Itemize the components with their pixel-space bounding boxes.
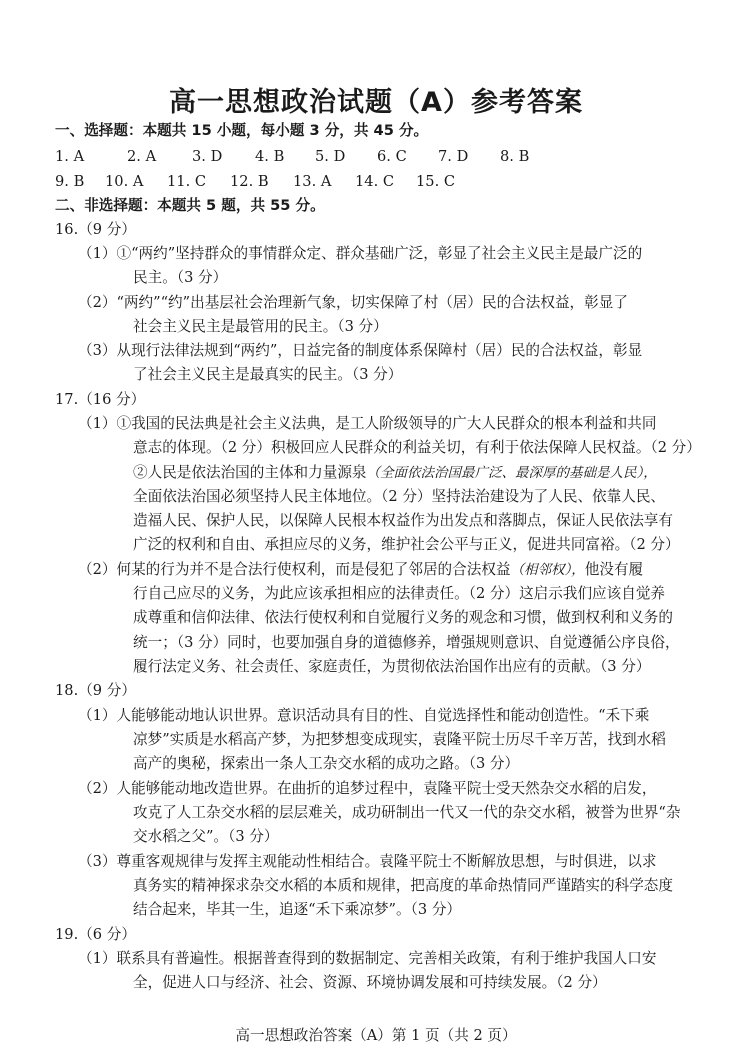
q18-p2-l3: 交水稻之父”。（3 分） xyxy=(133,828,279,845)
answer-14: 14. C xyxy=(355,173,395,190)
q17-p2-handwritten-note: （相邻权）， xyxy=(510,562,585,578)
q17-label: 17.（16 分） xyxy=(55,391,146,408)
q18-p1-l2: 凉梦”实质是水稻高产梦，为把梦想变成现实，袁隆平院士历尽千辛万苦，找到水稻 xyxy=(133,731,666,748)
q16-label: 16.（9 分） xyxy=(55,221,136,238)
q17-p2-l5: 履行法定义务、社会责任、家庭责任，为贯彻依法治国作出应有的贡献。（3 分） xyxy=(133,658,651,675)
q16-p2-l1: （2）“两约”“约”出基层社会治理新气象，切实保障了村（居）民的合法权益，彰显了 xyxy=(78,294,628,311)
q16-p2-l2: 社会主义民主是最管用的民主。（3 分） xyxy=(133,318,388,335)
section-heading-choice: 一、选择题：本题共 15 小题，每小题 3 分，共 45 分。 xyxy=(55,122,429,139)
answer-3: 3. D xyxy=(192,148,223,165)
q17-p1-l3 xyxy=(133,466,657,481)
answer-6: 6. C xyxy=(377,148,407,165)
answer-9: 9. B xyxy=(55,173,85,190)
q18-p3-l3: 结合起来，毕其一生，追逐“禾下乘凉梦”。（3 分） xyxy=(133,901,462,918)
answer-5: 5. D xyxy=(315,148,346,165)
answer-1: 1. A xyxy=(55,148,85,165)
q16-p1-l2: 民主。（3 分） xyxy=(133,269,228,286)
answer-7: 7. D xyxy=(438,148,469,165)
q17-p2-l2: 行自己应尽的义务，为此应该承担相应的法律责任。（2 分）这启示我们应该自觉养 xyxy=(133,585,666,602)
q18-p3-l1: （3）尊重客观规律与发挥主观能动性相结合。袁隆平院士不断解放思想，与时俱进，以求 xyxy=(78,853,657,870)
q17-p1-l6: 广泛的权利和自由、承担应尽的义务，维护社会公平与正义，促进共同富裕。（2 分） xyxy=(133,536,680,553)
q17-p2-l1 xyxy=(78,563,643,578)
q19-p1-l1: （1）联系具有普遍性。根据普查得到的数据制定、完善相关政策，有利于维护我国人口安 xyxy=(78,950,657,967)
answer-4: 4. B xyxy=(255,148,285,165)
answer-12: 12. B xyxy=(230,173,269,190)
q17-p1-handwritten-note: （全面依法治国最广泛、最深厚的基础是人民）， xyxy=(366,465,657,481)
q16-p3-l2: 了社会主义民主是最真实的民主。（3 分） xyxy=(133,366,403,383)
page-title: 高一思想政治试题（A）参考答案 xyxy=(169,87,583,118)
q18-p3-l2: 真务实的精神探求杂交水稻的本质和规律，把高度的革命热情同严谨踏实的科学态度 xyxy=(133,877,673,894)
q18-label: 18.（9 分） xyxy=(55,682,136,699)
answer-15: 15. C xyxy=(416,173,456,190)
answer-2: 2. A xyxy=(127,148,157,165)
q17-p1-l2: 意志的体现。（2 分）积极回应人民群众的利益关切，有利于依法保障人民权益。（2 分） xyxy=(133,439,701,456)
q19-p1-l2: 全，促进人口与经济、社会、资源、环境协调发展和可持续发展。（2 分） xyxy=(133,974,607,991)
q18-p1-l1: （1）人能够能动地认识世界。意识活动具有目的性、自觉选择性和能动创造性。“禾下乘 xyxy=(78,707,650,724)
q18-p2-l2: 攻克了人工杂交水稻的层层难关，成功研制出一代又一代的杂交水稻，被誉为世界“杂 xyxy=(133,804,681,821)
answer-11: 11. C xyxy=(167,173,207,190)
q17-p1-l1: （1）①我国的民法典是社会主义法典，是工人阶级领导的广大人民群众的根本利益和共同 xyxy=(78,415,657,432)
page-footer: 高一思想政治答案（A）第 1 页（共 2 页） xyxy=(235,1027,517,1044)
q17-p2-l3: 成尊重和信仰法律、依法行使权利和自觉履行义务的观念和习惯，做到权利和义务的 xyxy=(133,609,673,626)
answer-13: 13. A xyxy=(293,173,332,190)
q17-p2-l4: 统一；（3 分）同时，也要加强自身的道德修养，增强规则意识、自觉遵循公序良俗， xyxy=(133,634,680,651)
q17-p2-l1-tail: 他没有履 xyxy=(584,561,644,578)
q17-p1-l4: 全面依法治国必须坚持人民主体地位。（2 分）坚持法治建设为了人民、依靠人民、 xyxy=(133,488,666,505)
q17-p1-l3-text: ②人民是依法治国的主体和力量源泉 xyxy=(133,464,367,481)
q18-p2-l1: （2）人能够能动地改造世界。在曲折的追梦过程中，袁隆平院士受天然杂交水稻的启发， xyxy=(78,780,657,797)
q16-p1-l1: （1）①“两约”坚持群众的事情群众定、群众基础广泛，彰显了社会主义民主是最广泛的 xyxy=(78,245,643,262)
q19-label: 19.（6 分） xyxy=(55,926,136,943)
q18-p1-l3: 高产的奥秘，探索出一条人工杂交水稻的成功之路。（3 分） xyxy=(133,755,520,772)
answer-10: 10. A xyxy=(105,173,144,190)
section-heading-nonchoice: 二、非选择题：本题共 5 题，共 55 分。 xyxy=(55,197,325,214)
q16-p3-l1: （3）从现行法律法规到“两约”，日益完备的制度体系保障村（居）民的合法权益，彰显 xyxy=(78,342,643,359)
q17-p2-l1-text: （2）何某的行为并不是合法行使权利，而是侵犯了邻居的合法权益 xyxy=(78,561,511,578)
answer-8: 8. B xyxy=(500,148,530,165)
q17-p1-l5: 造福人民、保护人民，以保障人民根本权益作为出发点和落脚点，保证人民依法享有 xyxy=(133,512,673,529)
